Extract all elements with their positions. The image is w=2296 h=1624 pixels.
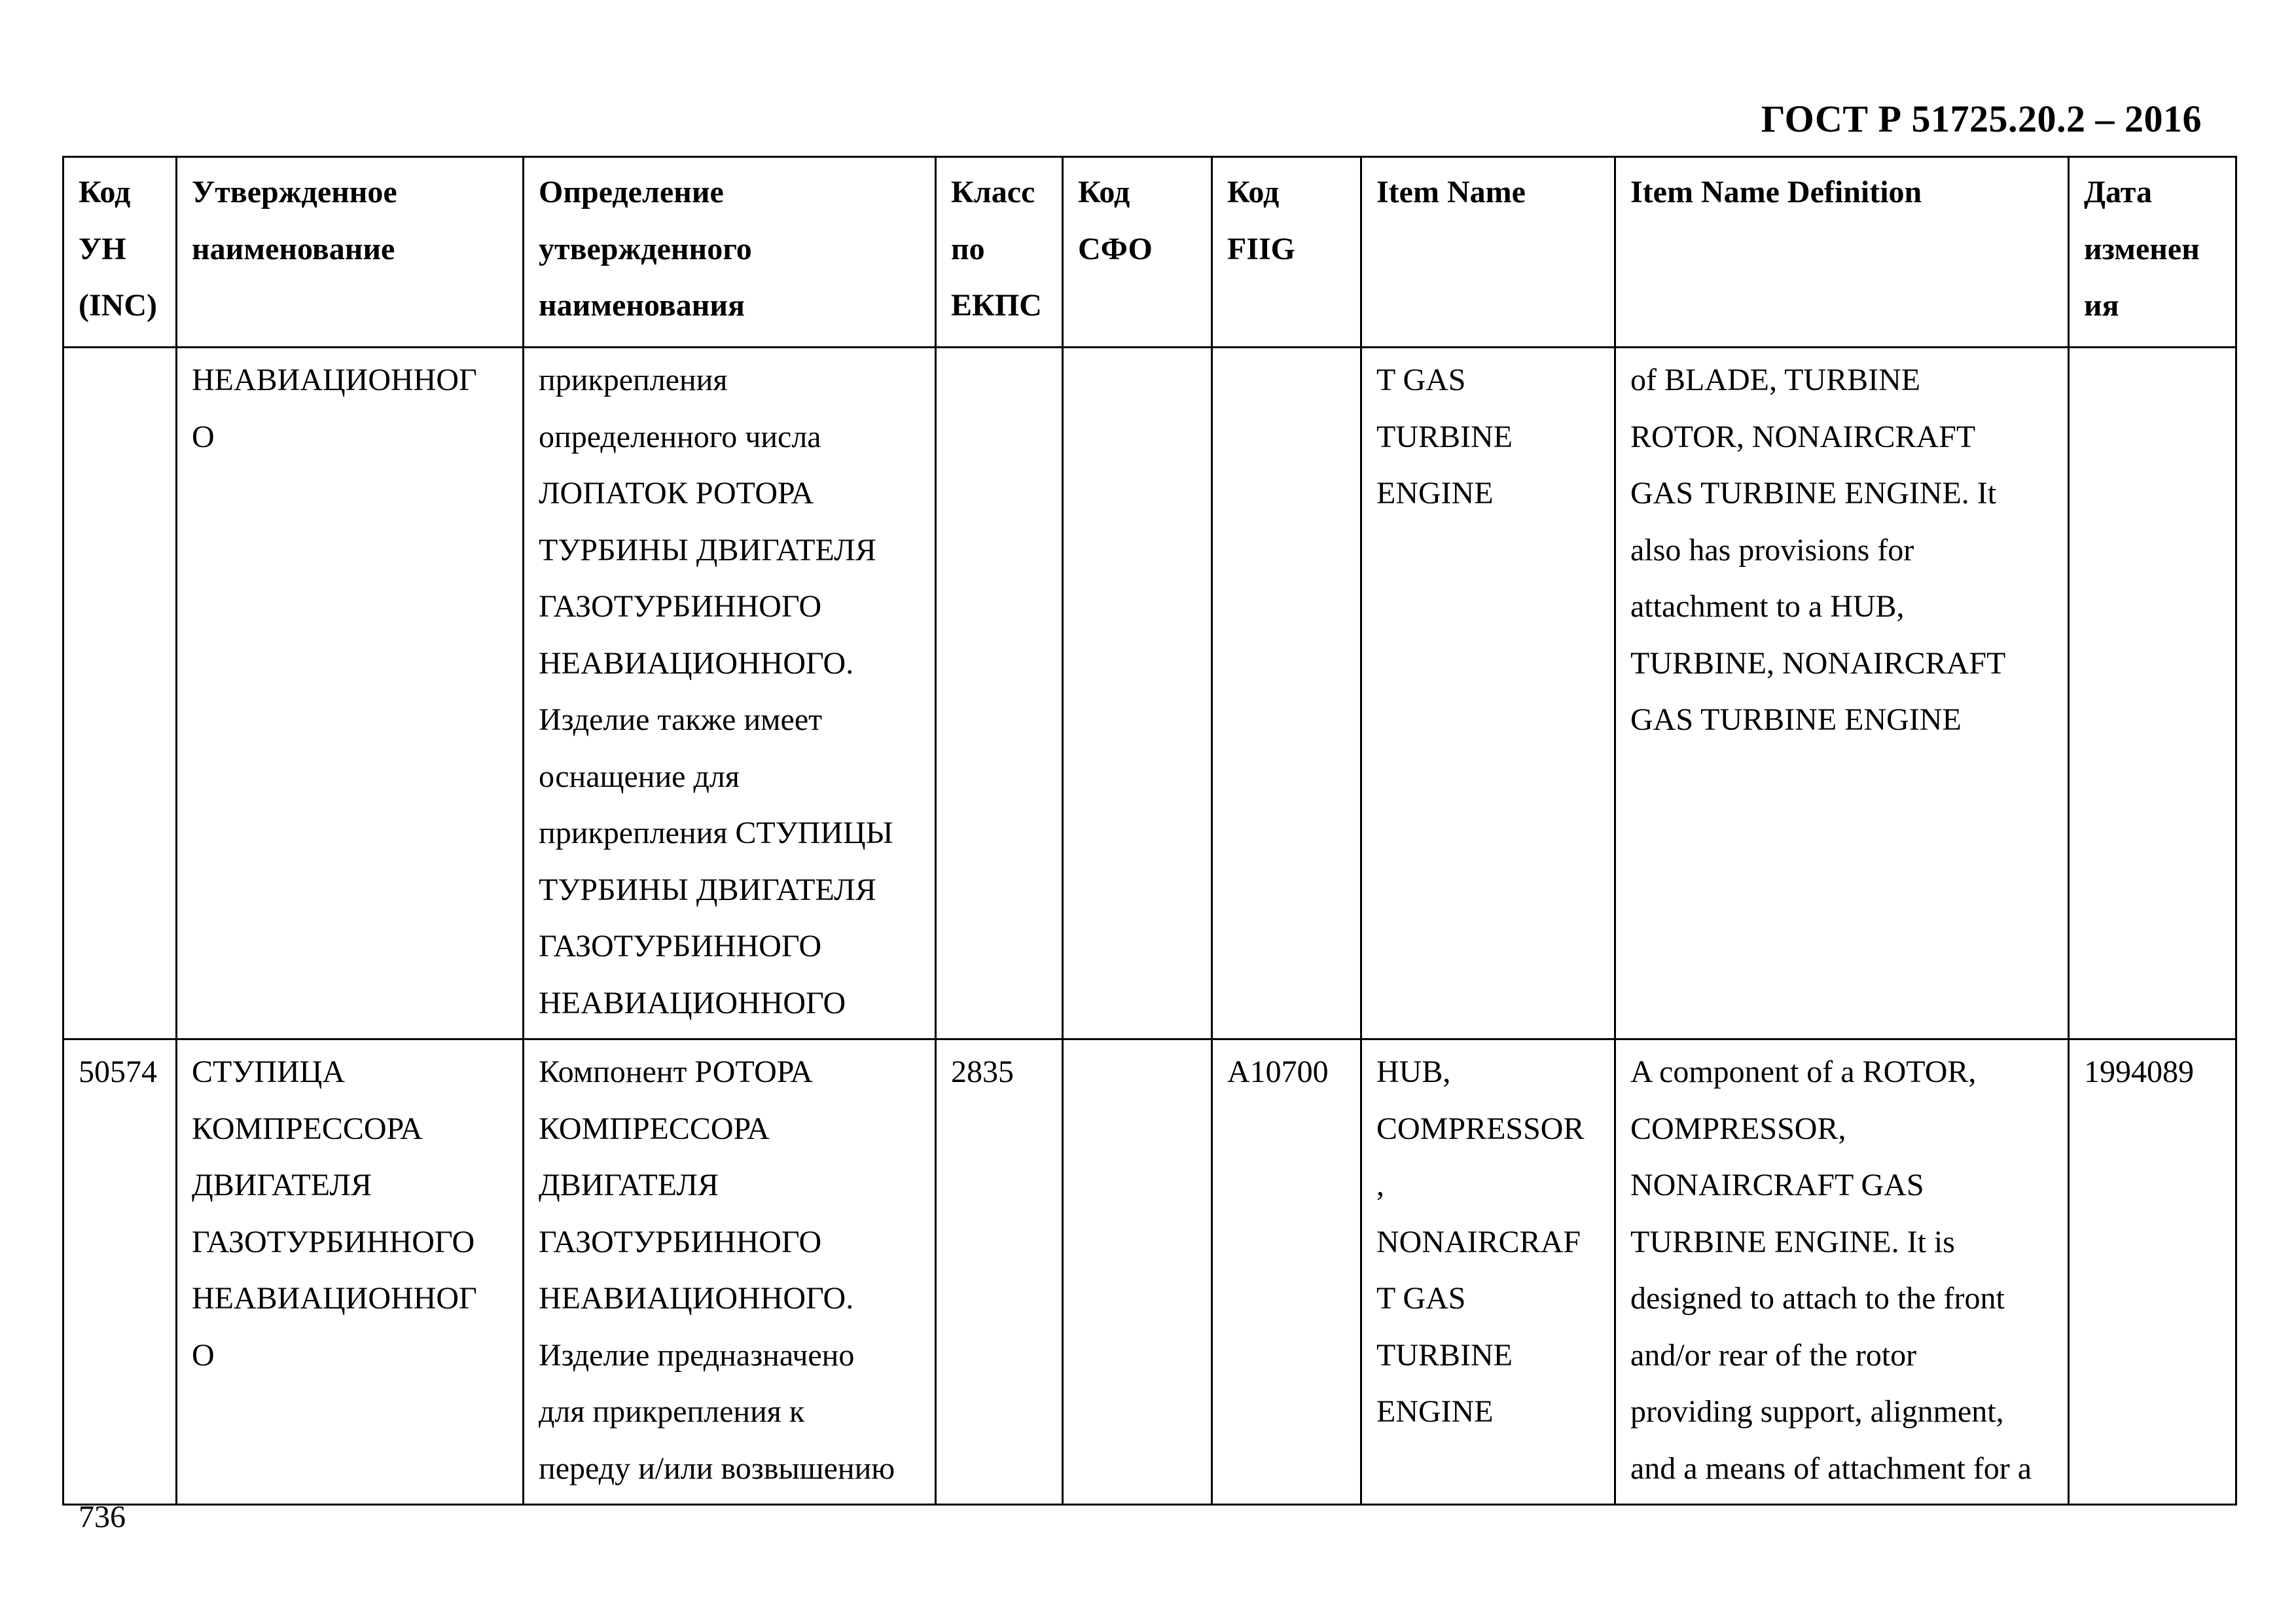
cell-inc [63, 348, 177, 1039]
cell-sfo [1063, 348, 1212, 1039]
cell-class [936, 348, 1063, 1039]
cell-fiig: A10700 [1212, 1039, 1361, 1505]
page-number: 736 [79, 1500, 126, 1534]
column-header-class: Класс по ЕКПС [936, 157, 1063, 348]
cell-approved-name: СТУПИЦА КОМПРЕССОРА ДВИГАТЕЛЯ ГАЗОТУРБИННОГО НЕАВИАЦИОННОГ О [177, 1039, 524, 1505]
cell-item-name-definition: A component of a ROTOR, COMPRESSOR, NONAIRCRAFT GAS TURBINE ENGINE. It is designed to attach to the front and/or rear of the rotor providing support, alignment, and a means of attachment for a [1615, 1039, 2069, 1505]
cell-class: 2835 [936, 1039, 1063, 1505]
table-row [63, 348, 2236, 1039]
cell-item-name: T GAS TURBINE ENGINE [1361, 348, 1615, 1039]
table-row [63, 1039, 2236, 1505]
cell-item-name-definition: of BLADE, TURBINE ROTOR, NONAIRCRAFT GAS TURBINE ENGINE. It also has provisions for attachment to a HUB, TURBINE, NONAIRCRAFT GAS TURBINE ENGINE [1615, 348, 2069, 1039]
cell-inc: 50574 [63, 1039, 177, 1505]
cell-definition: прикрепления определенного числа ЛОПАТОК РОТОРА ТУРБИНЫ ДВИГАТЕЛЯ ГАЗОТУРБИННОГО НЕАВИАЦИОННОГО. Изделие также имеет оснащение для прикрепления СТУПИЦЫ ТУРБИНЫ ДВИГАТЕЛЯ ГАЗОТУРБИННОГО НЕАВИАЦИОННОГО [524, 348, 936, 1039]
column-header-item-name-definition: Item Name Definition [1615, 157, 2069, 348]
column-header-item-name: Item Name [1361, 157, 1615, 348]
cell-change-date: 1994089 [2069, 1039, 2236, 1505]
cell-definition: Компонент РОТОРА КОМПРЕССОРА ДВИГАТЕЛЯ ГАЗОТУРБИННОГО НЕАВИАЦИОННОГО. Изделие предназначено для прикрепления к переду и/или возвышению [524, 1039, 936, 1505]
cell-fiig [1212, 348, 1361, 1039]
cell-sfo [1063, 1039, 1212, 1505]
cell-change-date [2069, 348, 2236, 1039]
document-title: ГОСТ Р 51725.20.2 – 2016 [1761, 98, 2202, 140]
column-header-approved-name: Утвержденное наименование [177, 157, 524, 348]
column-header-sfo: Код СФО [1063, 157, 1212, 348]
column-header-inc: Код УН (INC) [63, 157, 177, 348]
column-header-change-date: Дата изменен ия [2069, 157, 2236, 348]
item-name-table [62, 156, 2237, 1506]
cell-approved-name: НЕАВИАЦИОННОГ О [177, 348, 524, 1039]
table-header-row [63, 157, 2236, 348]
column-header-fiig: Код FIIG [1212, 157, 1361, 348]
cell-item-name: HUB, COMPRESSOR , NONAIRCRAF T GAS TURBINE ENGINE [1361, 1039, 1615, 1505]
column-header-definition: Определение утвержденного наименования [524, 157, 936, 348]
